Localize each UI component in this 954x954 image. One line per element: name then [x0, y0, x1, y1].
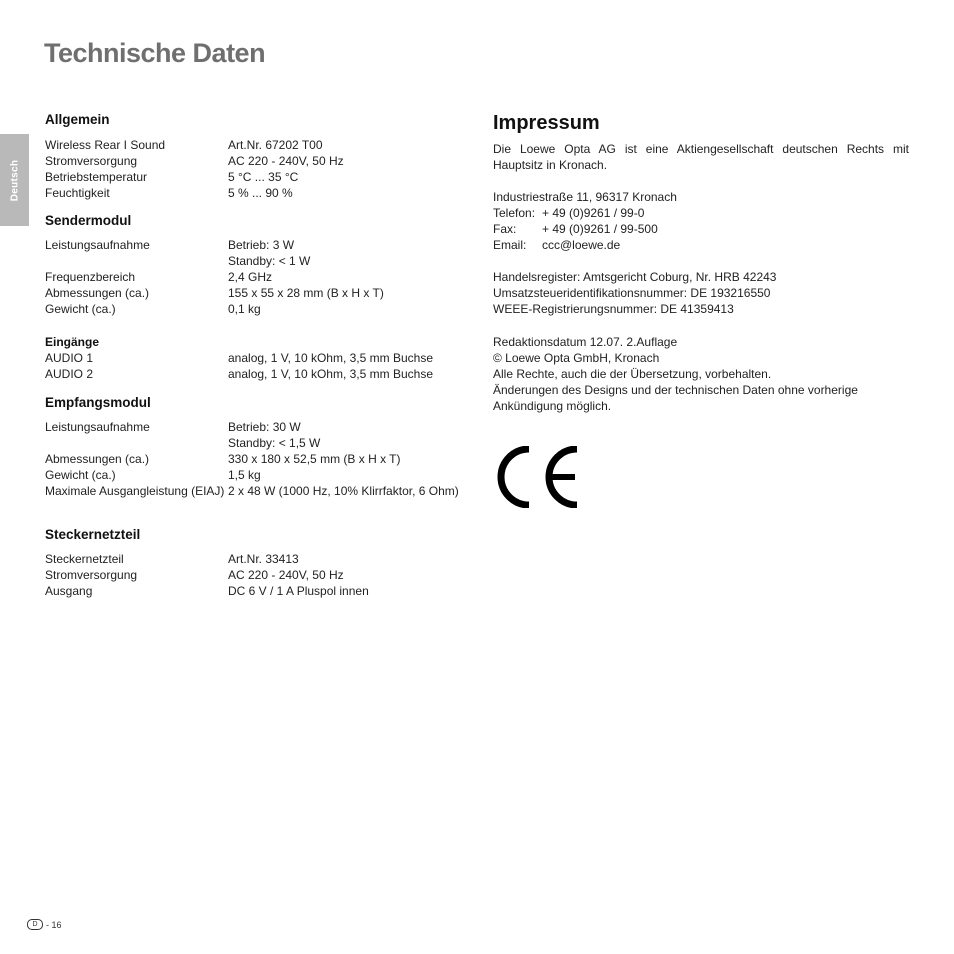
section-heading: Allgemein — [45, 112, 110, 127]
spec-value: 5 % ... 90 % — [228, 186, 293, 200]
spec-row — [45, 451, 465, 467]
spec-row — [45, 185, 465, 201]
spec-value: 5 °C ... 35 °C — [228, 170, 299, 184]
spec-value: 1,5 kg — [228, 468, 261, 482]
register-line: Umsatzsteueridentifikationsnummer: DE 193216550 — [493, 286, 771, 300]
page-title: Technische Daten — [44, 38, 266, 68]
spec-value: Betrieb: 3 W — [228, 238, 295, 252]
spec-label: AUDIO 1 — [45, 351, 94, 365]
spec-row — [45, 551, 465, 567]
spec-label: Abmessungen (ca.) — [45, 452, 150, 466]
contact-email — [493, 237, 909, 253]
subsection-heading: Eingänge — [45, 335, 100, 349]
contact-fax — [493, 221, 909, 237]
language-tab-label: Deutsch — [9, 159, 20, 201]
spec-row — [45, 583, 465, 599]
spec-label: Wireless Rear I Sound — [45, 138, 166, 152]
spec-row — [45, 285, 465, 301]
spec-label: Frequenzbereich — [45, 270, 136, 284]
impressum-intro: Die Loewe Opta AG ist eine Aktiengesellschaft deutschen Rechts mit Hauptsitz in Kronach. — [493, 142, 909, 172]
legal-line: Änderungen des Designs und der technischen Daten ohne vorherige Ankündigung möglich. — [493, 383, 858, 413]
page-footer — [27, 919, 62, 930]
section-sendermodul — [45, 211, 465, 317]
impressum-title: Impressum — [493, 112, 600, 134]
spec-row — [45, 467, 465, 483]
specs-column — [45, 110, 465, 599]
spec-row — [45, 269, 465, 285]
spec-label — [45, 253, 228, 269]
contact-label: Email: — [493, 238, 527, 252]
spec-label: Betriebstemperatur — [45, 170, 148, 184]
language-side-tab — [0, 134, 29, 226]
spec-row — [45, 419, 465, 435]
spec-label: Ausgang — [45, 584, 93, 598]
legal-line: Redaktionsdatum 12.07. 2.Auflage — [493, 335, 678, 349]
spec-row — [45, 153, 465, 169]
spec-label: Stromversorgung — [45, 154, 138, 168]
contact-label: Fax: — [493, 222, 517, 236]
spec-value: 2,4 GHz — [228, 270, 273, 284]
company-address: Industriestraße 11, 96317 Kronach — [493, 190, 677, 204]
spec-row — [45, 366, 465, 382]
spec-label: AUDIO 2 — [45, 367, 94, 381]
spec-value: 0,1 kg — [228, 302, 261, 316]
spec-row — [45, 301, 465, 317]
spec-value: analog, 1 V, 10 kOhm, 3,5 mm Buchse — [228, 351, 434, 365]
register-line: WEEE-Registrierungsnummer: DE 41359413 — [493, 302, 734, 316]
section-heading: Steckernetzteil — [45, 527, 141, 542]
spec-row — [45, 350, 465, 366]
spec-row — [45, 483, 465, 499]
section-allgemein — [45, 110, 465, 201]
spec-label: Stromversorgung — [45, 568, 138, 582]
spec-value: Betrieb: 30 W — [228, 420, 301, 434]
contact-phone — [493, 205, 909, 221]
spec-row — [45, 567, 465, 583]
section-eingaenge — [45, 334, 465, 382]
spec-label: Abmessungen (ca.) — [45, 286, 150, 300]
language-badge: D — [27, 919, 43, 930]
spec-label: Gewicht (ca.) — [45, 302, 116, 316]
section-heading: Empfangsmodul — [45, 395, 151, 410]
spec-label: Leistungsaufnahme — [45, 420, 150, 434]
spec-value: AC 220 - 240V, 50 Hz — [228, 568, 344, 582]
ce-mark-icon — [491, 446, 581, 513]
register-line: Handelsregister: Amtsgericht Coburg, Nr. HRB 42243 — [493, 270, 777, 284]
contact-value: + 49 (0)9261 / 99-500 — [542, 222, 658, 236]
page-number: - 16 — [46, 919, 62, 930]
spec-label: Leistungsaufnahme — [45, 238, 150, 252]
spec-label: Gewicht (ca.) — [45, 468, 116, 482]
contact-label: Telefon: — [493, 206, 536, 220]
spec-row — [45, 137, 465, 153]
spec-label: Steckernetzteil — [45, 552, 124, 566]
spec-value: AC 220 - 240V, 50 Hz — [228, 154, 344, 168]
spec-label: Maximale Ausgangleistung (EIAJ) — [45, 484, 225, 498]
spec-value: Standby: < 1 W — [228, 254, 311, 268]
contact-value: + 49 (0)9261 / 99-0 — [542, 206, 645, 220]
legal-line: © Loewe Opta GmbH, Kronach — [493, 351, 660, 365]
spec-value: Standby: < 1,5 W — [228, 436, 321, 450]
spec-label — [45, 435, 228, 451]
spec-value: DC 6 V / 1 A Pluspol innen — [228, 584, 369, 598]
section-empfangsmodul — [45, 393, 465, 499]
legal-line: Alle Rechte, auch die der Übersetzung, vorbehalten. — [493, 367, 772, 381]
impressum-column — [493, 110, 909, 414]
spec-value: analog, 1 V, 10 kOhm, 3,5 mm Buchse — [228, 367, 434, 381]
spec-value: 330 x 180 x 52,5 mm (B x H x T) — [228, 452, 401, 466]
spec-row — [45, 253, 465, 269]
section-heading: Sendermodul — [45, 213, 132, 228]
spec-value: 2 x 48 W (1000 Hz, 10% Klirrfaktor, 6 Ohm) — [228, 484, 459, 498]
spec-row — [45, 435, 465, 451]
spec-value: Art.Nr. 33413 — [228, 552, 299, 566]
contact-value: ccc@loewe.de — [542, 238, 621, 252]
spec-value: 155 x 55 x 28 mm (B x H x T) — [228, 286, 384, 300]
spec-label: Feuchtigkeit — [45, 186, 110, 200]
spec-value: Art.Nr. 67202 T00 — [228, 138, 323, 152]
spec-row — [45, 237, 465, 253]
section-steckernetzteil — [45, 525, 465, 599]
spec-row — [45, 169, 465, 185]
